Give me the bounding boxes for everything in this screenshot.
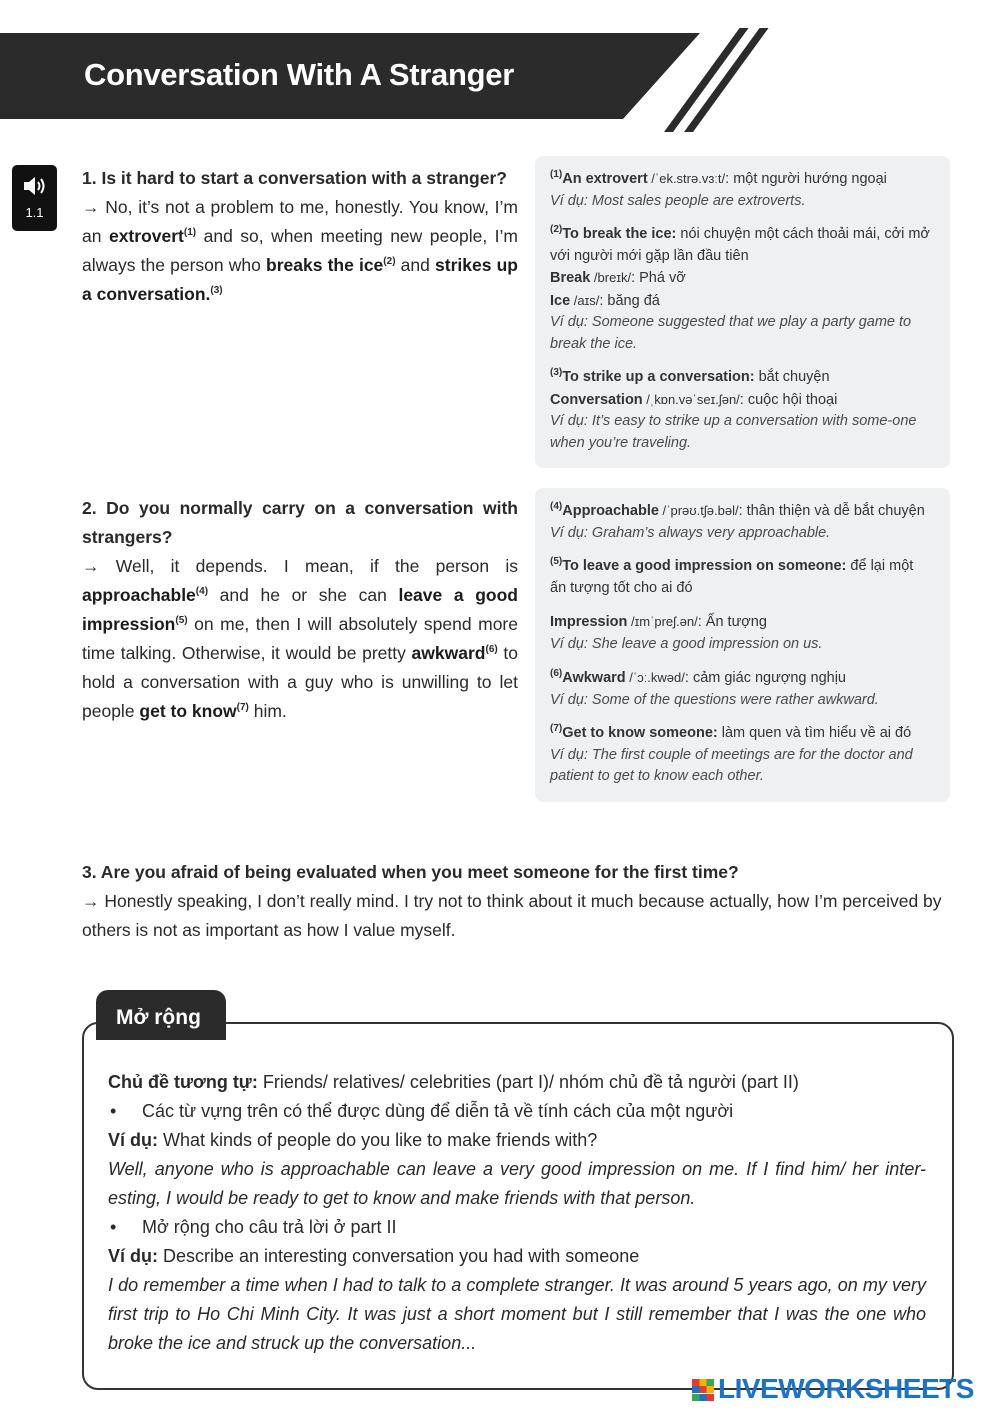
bullet-item-1 — [108, 1097, 926, 1126]
vocab-ipa: /ˈɔː.kwəd/ — [625, 670, 685, 685]
keyword-awkward: awkward — [411, 643, 486, 663]
vocab-entry-leave-impression — [550, 556, 932, 599]
answer-text: and so, when meeting new people, I’m always the person who — [82, 226, 519, 275]
vocab-meaning: để lại một ấn tượng tốt cho ai đó — [550, 558, 914, 596]
keyword-get-to-know: get to know — [139, 701, 237, 721]
bullet-item-2 — [108, 1213, 926, 1242]
vocab-entry-strike-up — [550, 367, 932, 454]
example-1-question — [108, 1126, 926, 1155]
example-label: Ví dụ: — [108, 1246, 158, 1266]
vocab-term: Awkward — [562, 670, 626, 686]
answer-text: and — [395, 255, 436, 275]
vocab-term: To strike up a conversation: — [562, 369, 755, 385]
answer-text: and he or she can — [208, 585, 399, 605]
keyword-strike-up: strikes up a conversation. — [82, 255, 518, 304]
answer-text: to hold a conversation with a guy who is unwilling to let people — [82, 643, 518, 721]
example-label: Ví dụ: — [108, 1130, 158, 1150]
example-question: Describe an interesting conversation you had with someone — [158, 1246, 640, 1266]
vocab-meaning: : băng đá — [599, 292, 660, 309]
vocab-box-1 — [535, 156, 950, 468]
answer-text: him. — [248, 701, 287, 721]
vocab-subterm: Break — [550, 270, 591, 286]
vocab-meaning: : cuộc hội thoại — [739, 391, 838, 408]
vocab-term: To break the ice: — [562, 226, 677, 242]
bullet-dot-icon: • — [110, 1101, 117, 1121]
logo-grid-icon — [692, 1379, 714, 1401]
footnote-marker: (1) — [550, 169, 563, 181]
footnote-marker: (6) — [485, 644, 498, 656]
vocab-meaning: : Phá vỡ — [631, 270, 686, 286]
expansion-tab: Mở rộng — [96, 990, 226, 1040]
logo-text: LIVEWORKSHEETS — [718, 1373, 974, 1404]
vocab-meaning: làm quen và tìm hiểu về ai đó — [717, 725, 912, 741]
bullet-text: Mở rộng cho câu trả lời ở part II — [142, 1217, 397, 1237]
answer-text: → Well, it depends. I mean, if the person is — [82, 556, 518, 576]
audio-play-button[interactable] — [12, 165, 57, 231]
vocab-meaning: nói chuyện một cách thoải mái, cởi mở với người mới gặp lần đầu tiên — [550, 226, 930, 264]
audio-track-number: 1.1 — [25, 205, 44, 220]
footnote-marker: (2) — [550, 224, 563, 236]
footnote-marker: (3) — [210, 285, 223, 297]
answer-text: → No, it’s not a problem to me, honestly. You know, I’m an — [82, 197, 518, 246]
example-question: What kinds of people do you like to make friends with? — [158, 1130, 598, 1150]
vocab-example: Ví dụ: Graham’s always very approachable. — [550, 524, 831, 541]
vocab-entry-approachable — [550, 500, 932, 544]
footnote-marker: (1) — [183, 227, 197, 239]
vocab-example: Ví dụ: Someone suggested that we play a party game to break the ice. — [550, 314, 912, 352]
topic-label: Chủ đề tương tự: — [108, 1072, 258, 1092]
footnote-marker: (7) — [236, 702, 249, 714]
vocab-meaning: : thân thiện và dễ bắt chuyện — [738, 503, 925, 519]
banner-slash-2 — [684, 28, 769, 132]
footnote-marker: (3) — [550, 367, 563, 379]
example-2-question — [108, 1242, 926, 1271]
page-title: Conversation With A Stranger — [84, 57, 514, 92]
vocab-ipa: /ˈprəʊ.tʃə.bəl/ — [658, 503, 739, 518]
vocab-meaning: : cảm giác ngượng nghịu — [684, 670, 846, 686]
topic-line — [108, 1068, 926, 1097]
vocab-example: Ví dụ: Some of the questions were rather awkward. — [550, 691, 879, 708]
footnote-marker: (4) — [550, 501, 563, 513]
footnote-marker: (7) — [550, 723, 563, 735]
question-1 — [82, 164, 518, 309]
vocab-example: Ví dụ: She leave a good impression on us. — [550, 635, 823, 652]
vocab-term: Impression — [550, 614, 628, 630]
vocab-subterm: Conversation — [550, 391, 643, 408]
vocab-term: To leave a good impression on someone: — [562, 558, 847, 574]
keyword-leave-impression: leave a good impression — [82, 585, 518, 634]
answer-text: on me, then I will absolutely spend more time talking. Otherwise, it would be pretty — [82, 614, 518, 663]
liveworksheets-logo[interactable] — [692, 1373, 974, 1405]
expansion-content — [108, 1068, 926, 1358]
question-3-title: 3. Are you afraid of being evaluated when you meet someone for the first time? — [82, 862, 739, 882]
footnote-marker: (4) — [195, 586, 209, 598]
keyword-extrovert: extrovert — [108, 226, 184, 246]
topic-text: Friends/ relatives/ celebrities (part I)/ nhóm chủ đề tả người (part II) — [257, 1072, 799, 1092]
footnote-marker: (5) — [175, 615, 188, 627]
vocab-entry-extrovert — [550, 168, 932, 212]
vocab-example: Ví dụ: Most sales people are extroverts. — [550, 192, 806, 209]
vocab-meaning: : một người hướng ngoại — [725, 171, 887, 187]
vocab-ipa: /ˌkɒn.vəˈseɪ.ʃən/ — [642, 391, 740, 407]
keyword-break-the-ice: breaks the ice — [266, 255, 384, 275]
vocab-ipa: /breɪk/ — [590, 270, 632, 285]
vocab-example: Ví dụ: It’s easy to strike up a conversation with some-one when you’re traveling. — [550, 413, 917, 451]
question-1-title: 1. Is it hard to start a conversation with a stranger? — [82, 168, 507, 188]
bullet-text: Các từ vựng trên có thể được dùng để diễn tả về tính cách của một người — [142, 1101, 734, 1121]
vocab-ipa: /ɪmˈpreʃ.ən/ — [627, 614, 698, 629]
vocab-entry-awkward — [550, 667, 932, 711]
vocab-term: Approachable — [562, 503, 659, 519]
vocab-entry-impression — [550, 611, 932, 655]
vocab-ipa: /aɪs/ — [570, 292, 600, 308]
question-2-answer — [82, 552, 518, 726]
question-2 — [82, 494, 518, 726]
example-1-answer: Well, anyone who is approachable can leave a very good impression on me. If I find him/ her inter-esting, I would be ready to get to know and make friends with that person. — [108, 1159, 926, 1208]
vocab-ipa: /ˈek.strə.vɜːt/ — [647, 171, 726, 186]
bullet-dot-icon: • — [110, 1217, 117, 1237]
vocab-entry-get-to-know — [550, 723, 932, 788]
vocab-box-2 — [535, 488, 950, 802]
vocab-entry-break-the-ice — [550, 224, 932, 355]
question-3 — [82, 858, 958, 945]
vocab-example: Ví dụ: The first couple of meetings are for the doctor and patient to get to know each other. — [550, 746, 913, 784]
vocab-term: An extrovert — [562, 171, 648, 187]
speaker-icon — [23, 175, 47, 197]
vocab-subterm: Ice — [550, 292, 571, 309]
keyword-approachable: approachable — [82, 585, 196, 605]
question-3-answer: → Honestly speaking, I don’t really mind. I try not to think about it much because actually, how I’m perceived by others is not as important as how I value myself. — [82, 891, 942, 940]
vocab-meaning: : Ấn tượng — [697, 614, 767, 630]
footnote-marker: (5) — [550, 556, 563, 568]
footnote-marker: (2) — [383, 256, 396, 268]
question-2-title: 2. Do you normally carry on a conversation with strangers? — [82, 498, 518, 547]
footnote-marker: (6) — [550, 668, 563, 680]
vocab-meaning: bắt chuyện — [754, 369, 830, 385]
vocab-term: Get to know someone: — [562, 725, 718, 741]
question-1-answer — [82, 193, 518, 309]
example-2-answer: I do remember a time when I had to talk to a complete stranger. It was around 5 years ago, on my very first trip to Ho Chi Minh City. It was just a short moment but I still remember that I was the one who broke the ice and struck up the conversation... — [108, 1275, 926, 1353]
